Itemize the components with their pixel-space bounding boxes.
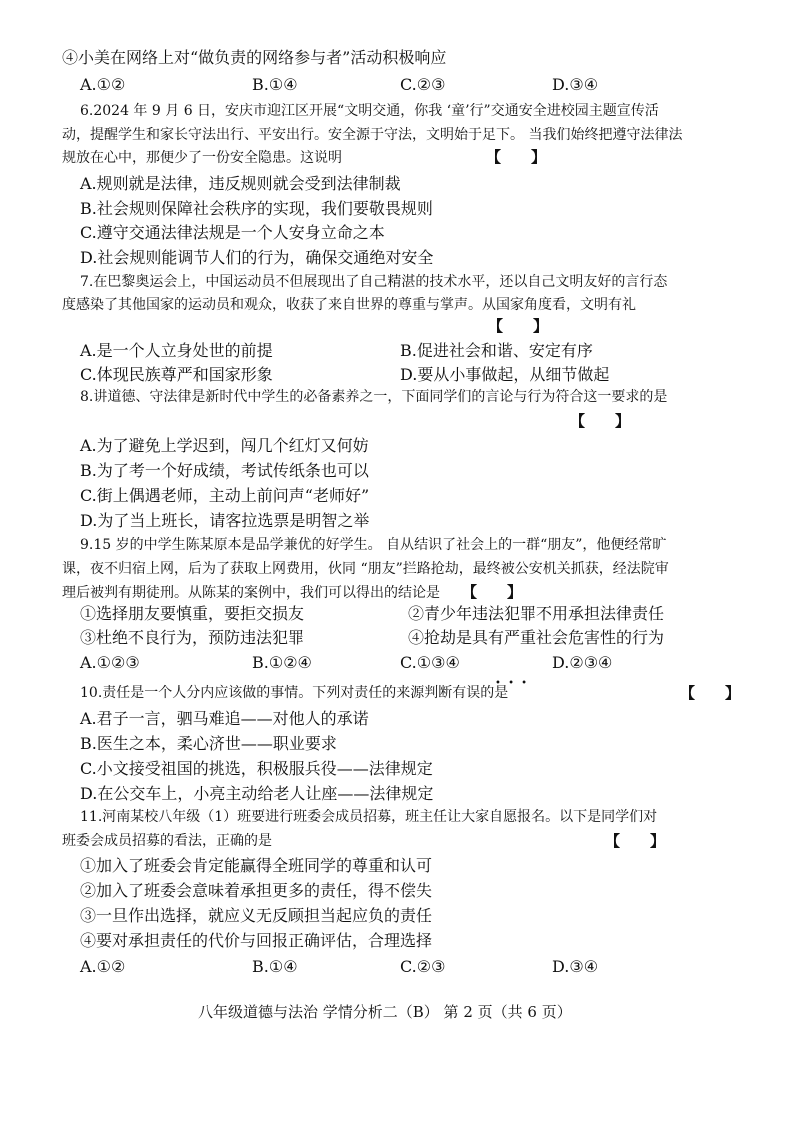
q11-stem-line-1: 11.河南某校八年级（1）班要进行班委会成员招募，班主任让大家自愿报名。以下是同学们对 — [80, 809, 658, 825]
q11-option-c: C.②③ — [400, 957, 446, 976]
q11-stem-line-2: 班委会成员招募的看法，正确的是 — [62, 833, 272, 849]
q10-option-d: D.在公交车上，小亮主动给老人让座——法律规定 — [80, 784, 434, 803]
q8-option-c: C.街上偶遇老师，主动上前问声“老师好” — [80, 486, 370, 505]
q10-emphasis-dots: • • • — [495, 678, 530, 689]
q5-option-b: B.①④ — [252, 75, 298, 94]
q8-option-b: B.为了考一个好成绩，考试传纸条也可以 — [80, 461, 369, 480]
q11-statement-2: ②加入了班委会意味着承担更多的责任，得不偿失 — [80, 881, 433, 900]
q9-stem-line-1: 9.15 岁的中学生陈某原本是品学兼优的好学生。 自从结识了社会上的一群“朋友”，他便经常旷 — [80, 537, 667, 553]
q8-option-a: A.为了避免上学迟到，闯几个红灯又何妨 — [80, 436, 369, 455]
q6-stem-line-2: 动，提醒学生和家长守法出行、平安出行。安全源于守法，文明始于足下。 当我们始终把遵守法律法 — [62, 127, 683, 143]
q11-option-b: B.①④ — [252, 957, 298, 976]
q10-option-b: B.医生之本，柔心济世——职业要求 — [80, 734, 337, 753]
q11-statement-1: ①加入了班委会肯定能赢得全班同学的尊重和认可 — [80, 856, 433, 875]
q9-option-b: B.①②④ — [252, 653, 312, 672]
q11-statement-3: ③一旦作出选择，就应义无反顾担当起应负的责任 — [80, 906, 433, 925]
q10-stem-line-1: 10.责任是一个人分内应该做的事情。下列对责任的来源判断有误的是 — [80, 685, 509, 701]
q7-option-b: B.促进社会和谐、安定有序 — [400, 341, 593, 360]
q10-option-c: C.小文接受祖国的挑选，积极服兵役——法律规定 — [80, 759, 433, 778]
q6-stem-line-3: 规放在心中，那便少了一份安全隐患。这说明 — [62, 150, 342, 166]
q6-answer-bracket: 【 】 — [486, 148, 547, 166]
q7-stem-line-2: 度感染了其他国家的运动员和观众，收获了来自世界的尊重与掌声。从国家角度看，文明有礼 — [62, 297, 636, 313]
q9-statement-3: ③杜绝不良行为，预防违法犯罪 — [80, 628, 305, 647]
q9-stem-line-2: 课，夜不归宿上网，后为了获取上网费用，伙同 “朋友”拦路抢劫，最终被公安机关抓获，经法院审 — [62, 561, 669, 577]
q6-option-b: B.社会规则保障社会秩序的实现，我们要敬畏规则 — [80, 199, 433, 218]
q10-option-a: A.君子一言，驷马难追——对他人的承诺 — [80, 709, 369, 728]
q5-option-a: A.①② — [80, 75, 126, 94]
q5-option-c: C.②③ — [400, 75, 446, 94]
q5-statement-4: ④小美在网络上对“做负责的网络参与者”活动积极响应 — [62, 48, 447, 67]
q7-answer-bracket: 【 】 — [488, 317, 549, 335]
q7-option-c: C.体现民族尊严和国家形象 — [80, 365, 273, 384]
q11-answer-bracket: 【 】 — [605, 832, 666, 850]
q9-answer-bracket: 【 】 — [462, 583, 523, 601]
q9-statement-2: ②青少年违法犯罪不用承担法律责任 — [408, 604, 665, 623]
q6-option-a: A.规则就是法律，违反规则就会受到法律制裁 — [80, 174, 401, 193]
q8-option-d: D.为了当上班长，请客拉选票是明智之举 — [80, 511, 370, 530]
q11-statement-4: ④要对承担责任的代价与回报正确评估，合理选择 — [80, 931, 433, 950]
q10-answer-bracket: 【 】 — [680, 684, 741, 702]
q9-statement-1: ①选择朋友要慎重，要拒交损友 — [80, 604, 305, 623]
q6-stem-line-1: 6.2024 年 9 月 6 日，安庆市迎江区开展“文明交通，你我 ‘童’行”交通安全进校园主题宣传活 — [80, 103, 659, 119]
q6-option-c: C.遵守交通法律法规是一个人安身立命之本 — [80, 223, 385, 242]
q9-option-d: D.②③④ — [552, 653, 613, 672]
page-footer: 八年级道德与法治 学情分析二（B） 第 2 页（共 6 页） — [198, 1003, 572, 1021]
q8-stem-line-1: 8.讲道德、守法律是新时代中学生的必备素养之一，下面同学们的言论与行为符合这一要求的是 — [80, 389, 668, 405]
q9-option-c: C.①③④ — [400, 653, 460, 672]
q8-answer-bracket: 【 】 — [570, 412, 631, 430]
q7-option-a: A.是一个人立身处世的前提 — [80, 341, 273, 360]
q9-option-a: A.①②③ — [80, 653, 140, 672]
q5-option-d: D.③④ — [552, 75, 599, 94]
q7-option-d: D.要从小事做起，从细节做起 — [400, 365, 610, 384]
q11-option-a: A.①② — [80, 957, 126, 976]
q9-statement-4: ④抢劫是具有严重社会危害性的行为 — [408, 628, 665, 647]
q9-stem-line-3: 理后被判有期徒刑。从陈某的案例中，我们可以得出的结论是 — [62, 585, 440, 601]
q7-stem-line-1: 7.在巴黎奥运会上，中国运动员不但展现出了自己精湛的技术水平，还以自己文明友好的言行态 — [80, 274, 668, 290]
q6-option-d: D.社会规则能调节人们的行为，确保交通绝对安全 — [80, 248, 434, 267]
q11-option-d: D.③④ — [552, 957, 599, 976]
